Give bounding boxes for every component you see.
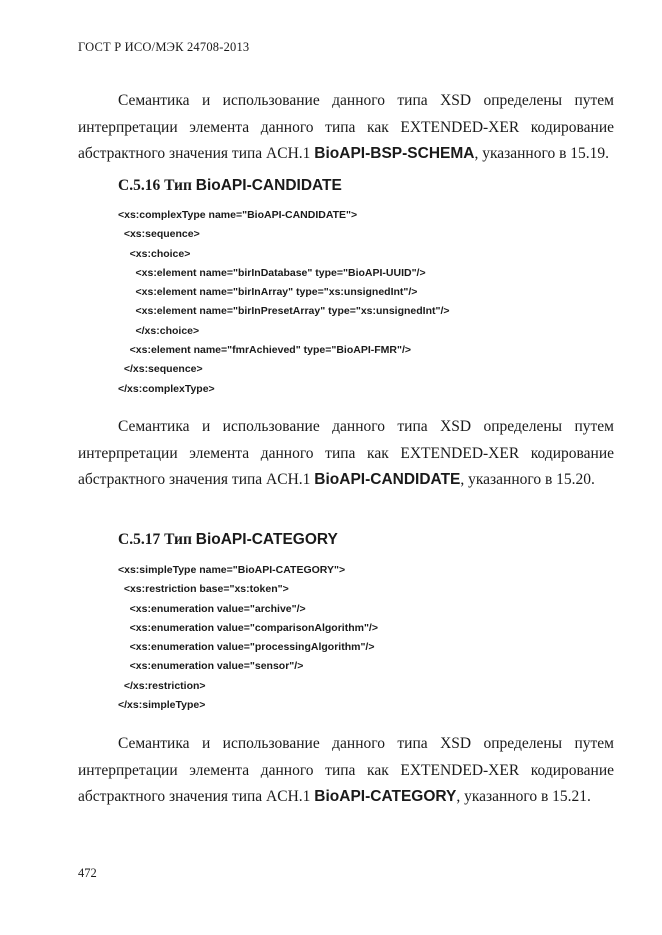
code-line: <xs:restriction base="xs:token"> — [118, 583, 289, 596]
paragraph-line: Семантика и использование данного типа XSD определены путем — [118, 735, 614, 752]
paragraph-text: абстрактного значения типа ACH.1 — [78, 145, 315, 162]
section-number: С.5.16 Тип — [118, 177, 196, 194]
section-heading-c517 — [118, 531, 338, 549]
code-line: <xs:element name="fmrAchieved" type="BioAPI-FMR"/> — [118, 344, 412, 357]
paragraph-text: , указанного в 15.19. — [474, 145, 610, 162]
paragraph-text: абстрактного значения типа ACH.1 — [78, 471, 315, 488]
type-name-reference: BioAPI-CATEGORY — [314, 788, 457, 805]
section-heading-c516 — [118, 177, 342, 195]
code-line: <xs:enumeration value="sensor"/> — [118, 660, 304, 673]
code-line: </xs:complexType> — [118, 382, 215, 395]
paragraph-text: , указанного в 15.20. — [460, 471, 595, 488]
code-line: <xs:complexType name="BioAPI-CANDIDATE"> — [118, 209, 358, 221]
code-line: </xs:simpleType> — [118, 699, 206, 712]
paragraph-line: интерпретации элемента данного типа как EXTENDED-XER кодирование — [78, 444, 614, 462]
code-line: <xs:element name="birInArray" type="xs:unsignedInt"/> — [118, 286, 418, 299]
paragraph-line — [78, 467, 614, 494]
section-number: С.5.17 Тип — [118, 531, 196, 548]
paragraph-text: абстрактного значения типа ACH.1 — [78, 788, 315, 805]
code-line: </xs:choice> — [118, 324, 200, 337]
code-line: </xs:restriction> — [118, 679, 206, 692]
code-line: <xs:sequence> — [118, 228, 200, 241]
paragraph-category — [78, 731, 614, 811]
paragraph-line: Семантика и использование данного типа XSD определены путем — [118, 92, 614, 109]
code-line: <xs:element name="birInDatabase" type="BioAPI-UUID"/> — [118, 266, 426, 279]
code-block-candidate — [118, 206, 450, 399]
paragraph-bsp-schema — [78, 88, 614, 168]
code-line: <xs:choice> — [118, 247, 191, 260]
code-block-category — [118, 561, 378, 715]
paragraph-line — [78, 784, 614, 811]
type-name-reference: BioAPI-CANDIDATE — [314, 471, 461, 488]
code-line: </xs:sequence> — [118, 363, 203, 376]
page-number: 472 — [78, 866, 97, 880]
paragraph-line — [78, 141, 614, 168]
paragraph-line: Семантика и использование данного типа XSD определены путем — [118, 418, 614, 435]
code-line: <xs:enumeration value="comparisonAlgorithm"/> — [118, 621, 378, 634]
code-line: <xs:enumeration value="processingAlgorithm"/> — [118, 641, 375, 654]
code-line: <xs:enumeration value="archive"/> — [118, 602, 306, 615]
paragraph-line: интерпретации элемента данного типа как EXTENDED-XER кодирование — [78, 118, 614, 136]
page-header: ГОСТ Р ИСО/МЭК 24708-2013 — [78, 40, 250, 54]
code-line: <xs:element name="birInPresetArray" type="xs:unsignedInt"/> — [118, 305, 450, 318]
code-line: <xs:simpleType name="BioAPI-CATEGORY"> — [118, 564, 346, 576]
paragraph-candidate — [78, 414, 614, 494]
type-name-reference: BioAPI-BSP-SCHEMA — [314, 145, 475, 162]
section-type-name: BioAPI-CANDIDATE — [195, 177, 342, 194]
section-type-name: BioAPI-CATEGORY — [195, 531, 338, 548]
paragraph-line: интерпретации элемента данного типа как EXTENDED-XER кодирование — [78, 761, 614, 779]
paragraph-text: , указанного в 15.21. — [456, 788, 591, 805]
